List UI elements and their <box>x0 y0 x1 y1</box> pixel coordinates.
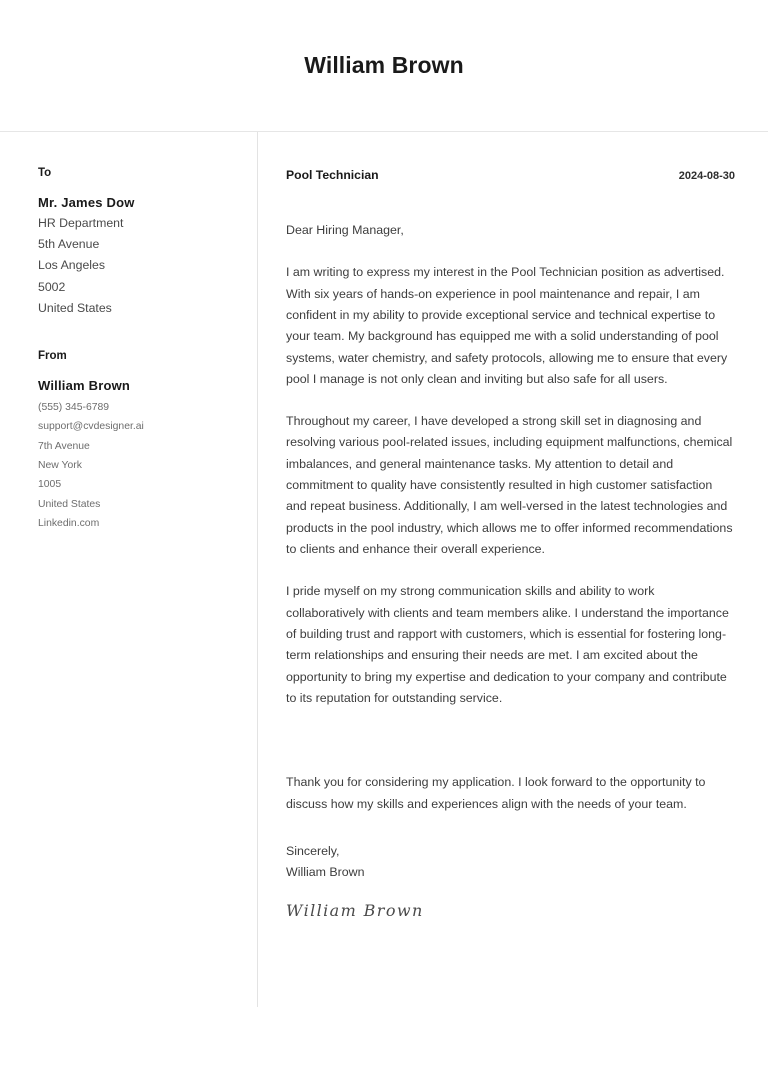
letter-body <box>0 132 768 1007</box>
sidebar-contact-panel <box>0 132 257 1007</box>
letter-paragraph: I am writing to express my interest in the Pool Technician position as advertised. With six years of hands-on experience in pool maintenance and repair, I am confident in my ability to provide exceptional service and technical expertise to your team. My background has equipped me with a solid understanding of pool systems, water chemistry, and safety protocols, allowing me to ensure that every pool I manage is not only clean and inviting but also safe for all users. <box>286 265 728 386</box>
recipient-address-line: 5th Avenue <box>38 237 100 252</box>
closing-name: William Brown <box>286 865 365 880</box>
job-title: Pool Technician <box>286 168 379 182</box>
sender-block <box>38 349 237 533</box>
recipient-address-line: Los Angeles <box>38 258 106 273</box>
recipient-address-line: HR Department <box>38 216 124 231</box>
letter-content <box>258 132 768 1007</box>
salutation: Dear Hiring Manager, <box>286 222 404 237</box>
sender-address-line: New York <box>38 459 82 471</box>
recipient-name: Mr. James Dow <box>38 194 135 210</box>
letter-paragraph: Thank you for considering my application. I look forward to the opportunity to discuss how my skills and experiences align with the needs of your team. <box>286 775 706 811</box>
sender-email: support@cvdesigner.ai <box>38 421 144 433</box>
letter-header <box>0 0 768 132</box>
letter-paragraph: Throughout my career, I have developed a strong skill set in diagnosing and resolving various pool-related issues, including equipment malfunctions, chemical imbalances, and general maintenance tasks. My attention to detail and commitment to quality have consistently resulted in high customer satisfaction and repeat business. Additionally, I am well-versed in the latest technologies and products in the pool industry, which allows me to offer informed recommendations to clients and enhance their overall experience. <box>286 414 733 557</box>
sender-website: Linkedin.com <box>38 517 100 529</box>
recipient-block <box>38 166 237 319</box>
sender-name: William Brown <box>38 377 131 393</box>
letter-meta-row <box>286 168 735 184</box>
closing-salutation: Sincerely, <box>286 844 340 859</box>
letter-date: 2024-08-30 <box>678 170 735 182</box>
sender-address-line: 7th Avenue <box>38 440 90 452</box>
recipient-label: To <box>38 167 52 179</box>
page-title: William Brown <box>304 51 464 78</box>
sender-address-line: 1005 <box>38 479 62 491</box>
recipient-address-line: 5002 <box>38 279 66 294</box>
signature: William Brown <box>286 900 424 920</box>
recipient-address-line: United States <box>38 300 112 315</box>
sender-label: From <box>38 349 67 362</box>
sender-address-line: United States <box>38 498 101 510</box>
letter-paragraph: I pride myself on my strong communication skills and ability to work collaboratively with clients and team members alike. I understand the importance of building trust and rapport with customers, which is essential for fostering long-term relationships and ensuring their needs are met. I am excited about the opportunity to bring my expertise and dedication to your company and contribute to its reputation for outstanding service. <box>286 584 729 706</box>
sender-phone: (555) 345-6789 <box>38 401 110 413</box>
